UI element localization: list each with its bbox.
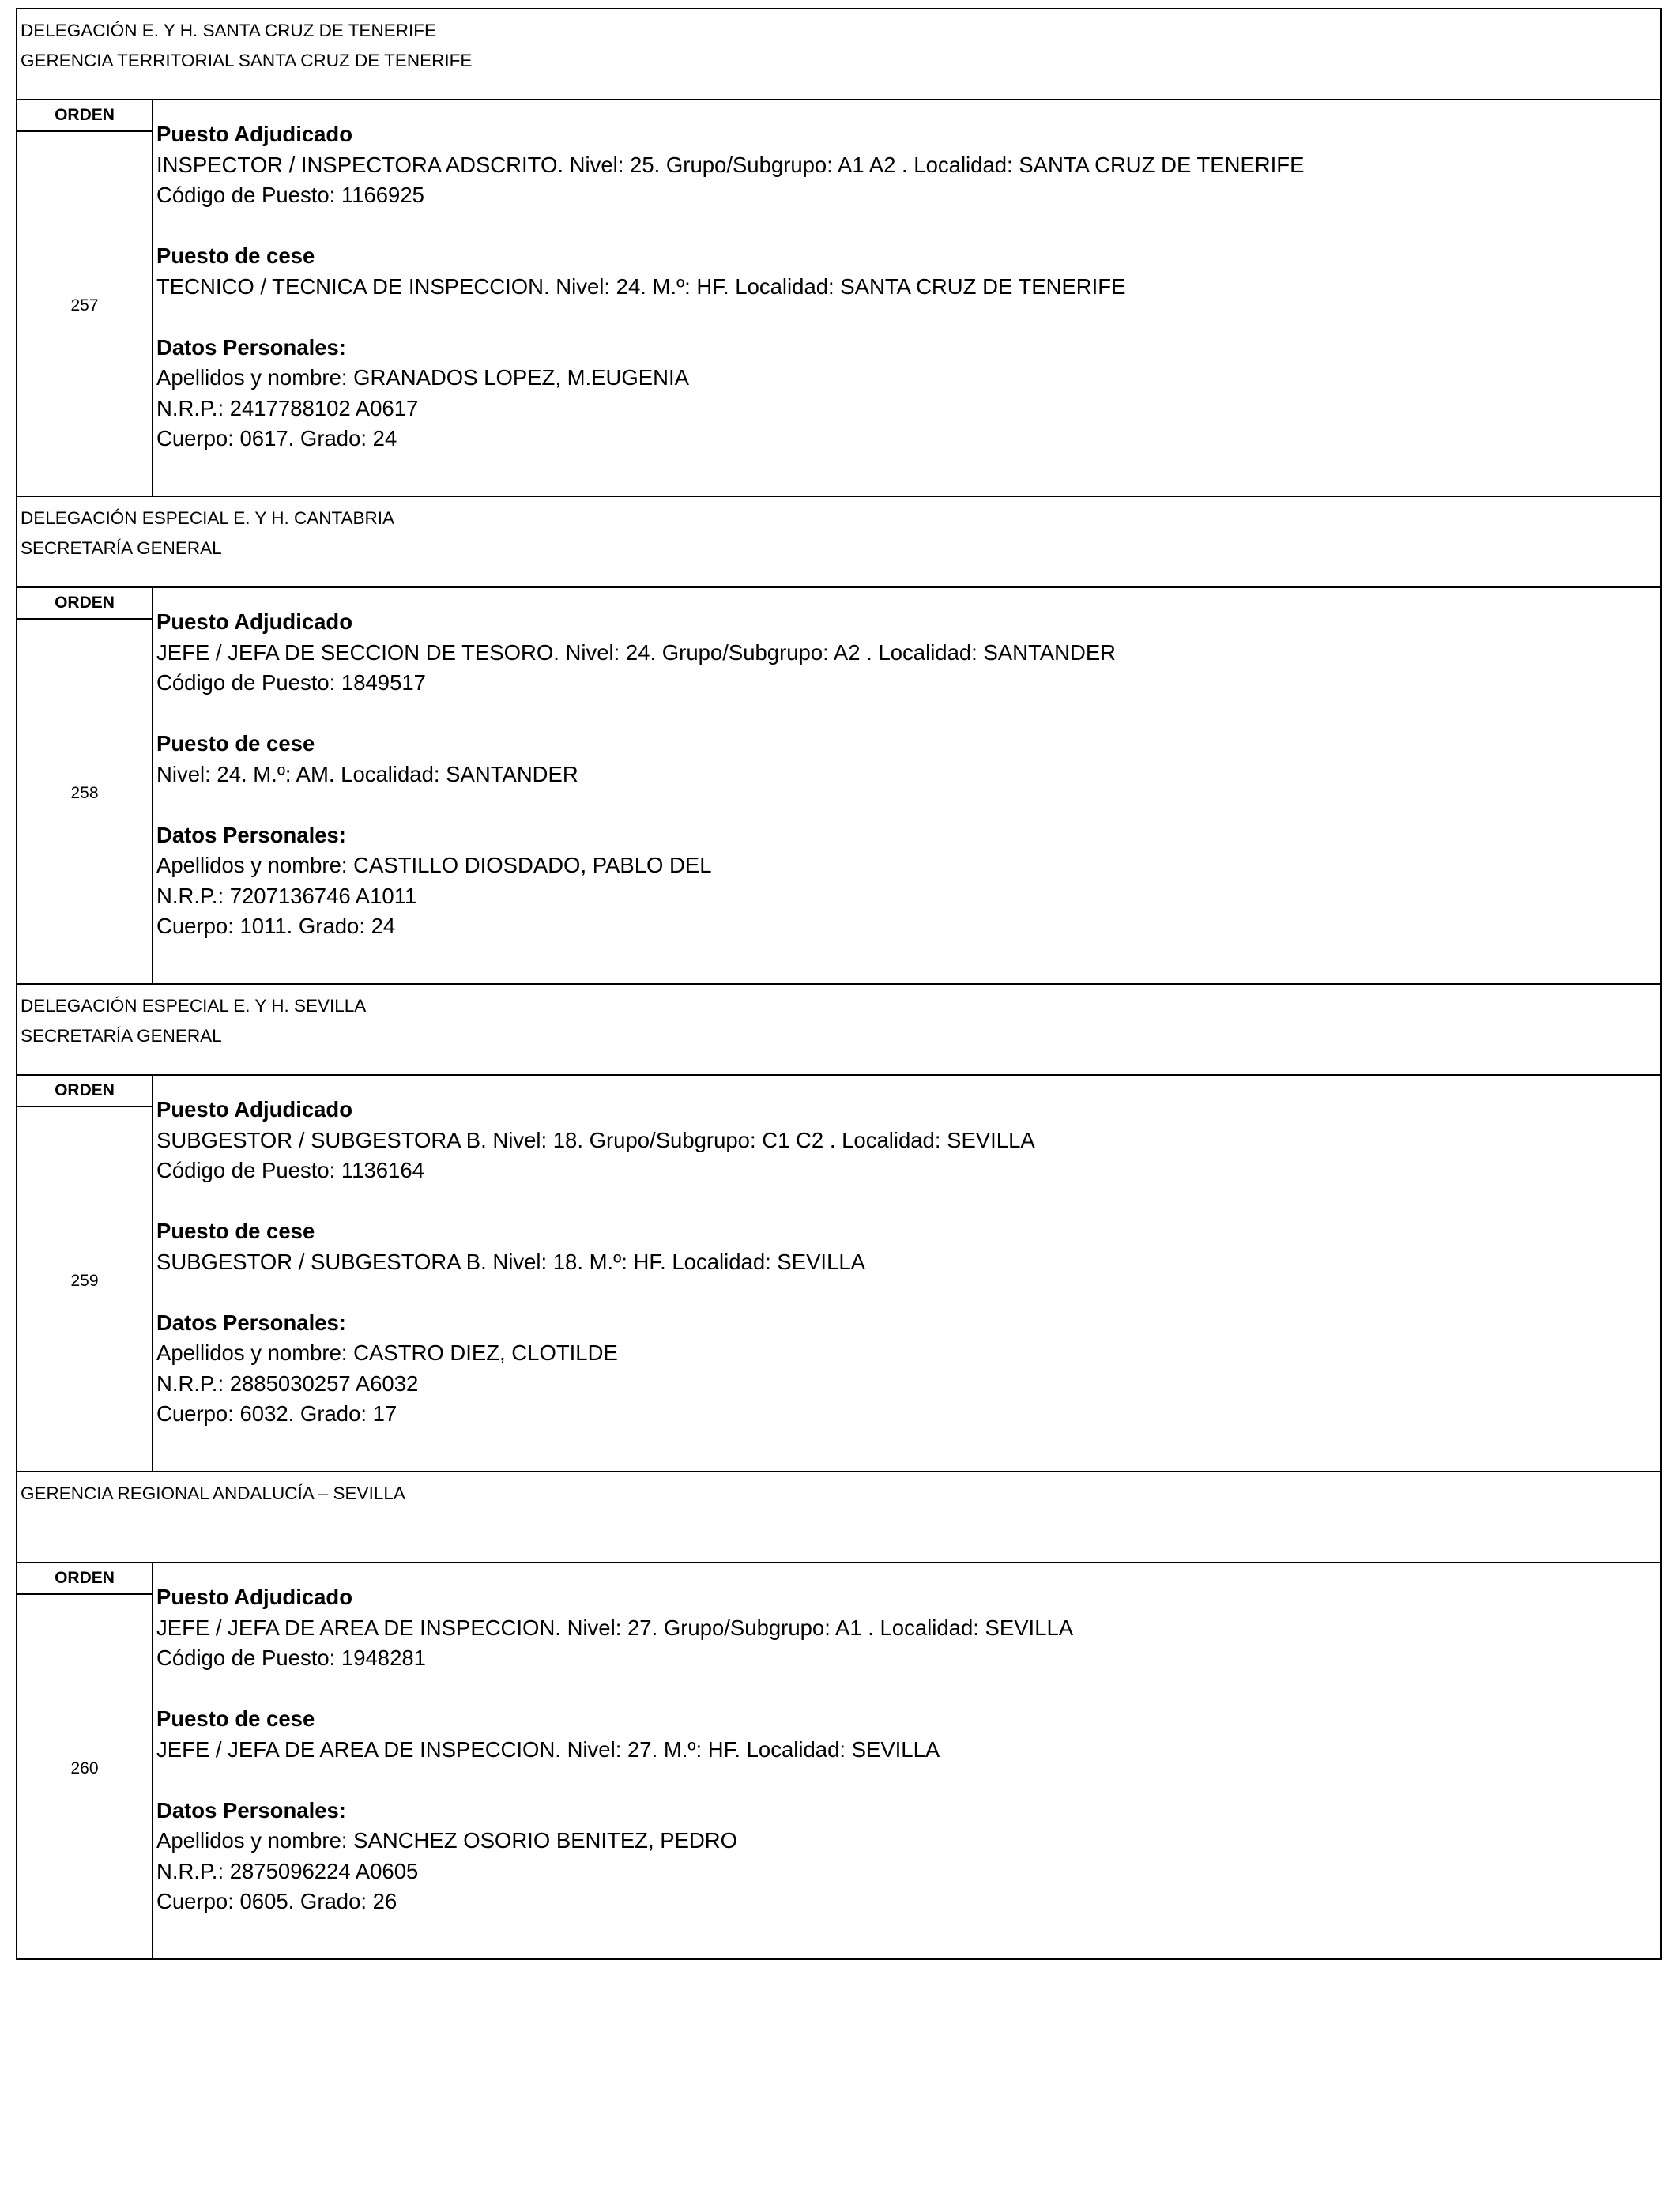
orden-column xyxy=(17,588,153,983)
orden-label: ORDEN xyxy=(17,100,152,132)
datos-personales-label: Datos Personales: xyxy=(156,1797,346,1823)
puesto-adjudicado-label: Puesto Adjudicado xyxy=(156,1097,353,1122)
section-header-line: SECRETARÍA GENERAL xyxy=(21,1026,222,1046)
puesto-adjudicado-text: JEFE / JEFA DE AREA DE INSPECCION. Nivel: 27. Grupo/Subgrupo: A1 . Localidad: SEVILLA xyxy=(156,1615,1074,1640)
puesto-cese-label: Puesto de cese xyxy=(156,1219,315,1243)
section-258 xyxy=(16,496,1662,983)
entry-row xyxy=(17,1563,1660,1958)
nrp: N.R.P.: 2875096224 A0605 xyxy=(156,1858,419,1883)
puesto-cese-label: Puesto de cese xyxy=(156,1706,315,1731)
orden-label: ORDEN xyxy=(17,588,152,620)
puesto-cese-label: Puesto de cese xyxy=(156,731,315,756)
orden-label: ORDEN xyxy=(17,1076,152,1107)
apellidos-nombre: Apellidos y nombre: CASTILLO DIOSDADO, PABLO DEL xyxy=(156,853,712,877)
puesto-adjudicado-text: SUBGESTOR / SUBGESTORA B. Nivel: 18. Grupo/Subgrupo: C1 C2 . Localidad: SEVILLA xyxy=(156,1127,1035,1152)
puesto-cese-text: Nivel: 24. M.º: AM. Localidad: SANTANDER xyxy=(156,761,578,786)
section-header xyxy=(17,985,1660,1076)
puesto-cese-text: JEFE / JEFA DE AREA DE INSPECCION. Nivel: 27. M.º: HF. Localidad: SEVILLA xyxy=(156,1736,940,1762)
nrp: N.R.P.: 2885030257 A6032 xyxy=(156,1370,419,1396)
puesto-adjudicado-label: Puesto Adjudicado xyxy=(156,609,353,634)
entry-details xyxy=(153,588,1660,983)
codigo-puesto: Código de Puesto: 1849517 xyxy=(156,670,426,695)
section-260 xyxy=(16,1471,1662,1960)
section-header-line: DELEGACIÓN E. Y H. SANTA CRUZ DE TENERIFE xyxy=(21,21,436,40)
apellidos-nombre: Apellidos y nombre: GRANADOS LOPEZ, M.EUGENIA xyxy=(156,365,689,390)
section-header-line: GERENCIA REGIONAL ANDALUCÍA – SEVILLA xyxy=(21,1483,405,1503)
codigo-puesto: Código de Puesto: 1136164 xyxy=(156,1158,424,1182)
orden-column xyxy=(17,1563,153,1958)
section-header xyxy=(17,1472,1660,1563)
section-header-line: DELEGACIÓN ESPECIAL E. Y H. CANTABRIA xyxy=(21,508,395,528)
apellidos-nombre: Apellidos y nombre: SANCHEZ OSORIO BENITEZ, PEDRO xyxy=(156,1828,738,1853)
entry-details xyxy=(153,1076,1660,1471)
section-header xyxy=(17,497,1660,588)
cuerpo-grado: Cuerpo: 1011. Grado: 24 xyxy=(156,914,396,938)
puesto-adjudicado-text: JEFE / JEFA DE SECCION DE TESORO. Nivel: 24. Grupo/Subgrupo: A2 . Localidad: SANTANDER xyxy=(156,639,1117,665)
datos-personales-label: Datos Personales: xyxy=(156,1310,346,1335)
cuerpo-grado: Cuerpo: 6032. Grado: 17 xyxy=(156,1401,397,1426)
orden-number: 257 xyxy=(70,296,99,315)
orden-number: 258 xyxy=(70,784,99,802)
entry-details xyxy=(153,1563,1660,1958)
nrp: N.R.P.: 2417788102 A0617 xyxy=(156,395,419,420)
orden-column xyxy=(17,100,153,496)
orden-column xyxy=(17,1076,153,1471)
puesto-cese-text: SUBGESTOR / SUBGESTORA B. Nivel: 18. M.º: HF. Localidad: SEVILLA xyxy=(156,1249,865,1274)
entry-row xyxy=(17,588,1660,983)
apellidos-nombre: Apellidos y nombre: CASTRO DIEZ, CLOTILDE xyxy=(156,1340,618,1365)
orden-number: 259 xyxy=(70,1272,99,1290)
puesto-adjudicado-label: Puesto Adjudicado xyxy=(156,122,353,146)
entry-details xyxy=(153,100,1660,496)
entry-row xyxy=(17,100,1660,496)
section-header-line: GERENCIA TERRITORIAL SANTA CRUZ DE TENERIFE xyxy=(21,51,473,70)
puesto-adjudicado-text: INSPECTOR / INSPECTORA ADSCRITO. Nivel: 25. Grupo/Subgrupo: A1 A2 . Localidad: SANTA CRUZ DE TENERIFE xyxy=(156,152,1305,177)
orden-number: 260 xyxy=(70,1759,99,1777)
cuerpo-grado: Cuerpo: 0617. Grado: 24 xyxy=(156,426,397,450)
orden-label: ORDEN xyxy=(17,1563,152,1595)
section-257 xyxy=(16,8,1662,496)
datos-personales-label: Datos Personales: xyxy=(156,334,346,360)
codigo-puesto: Código de Puesto: 1166925 xyxy=(156,183,424,207)
datos-personales-label: Datos Personales: xyxy=(156,822,346,847)
section-header xyxy=(17,9,1660,100)
puesto-cese-label: Puesto de cese xyxy=(156,243,315,268)
nrp: N.R.P.: 7207136746 A1011 xyxy=(156,883,417,908)
codigo-puesto: Código de Puesto: 1948281 xyxy=(156,1646,426,1670)
section-header-line: DELEGACIÓN ESPECIAL E. Y H. SEVILLA xyxy=(21,996,367,1016)
section-259 xyxy=(16,983,1662,1471)
cuerpo-grado: Cuerpo: 0605. Grado: 26 xyxy=(156,1889,397,1913)
document-table xyxy=(16,8,1662,1960)
entry-row xyxy=(17,1076,1660,1471)
puesto-adjudicado-label: Puesto Adjudicado xyxy=(156,1585,353,1609)
puesto-cese-text: TECNICO / TECNICA DE INSPECCION. Nivel: 24. M.º: HF. Localidad: SANTA CRUZ DE TENERIFE xyxy=(156,273,1126,299)
section-header-line: SECRETARÍA GENERAL xyxy=(21,538,222,558)
